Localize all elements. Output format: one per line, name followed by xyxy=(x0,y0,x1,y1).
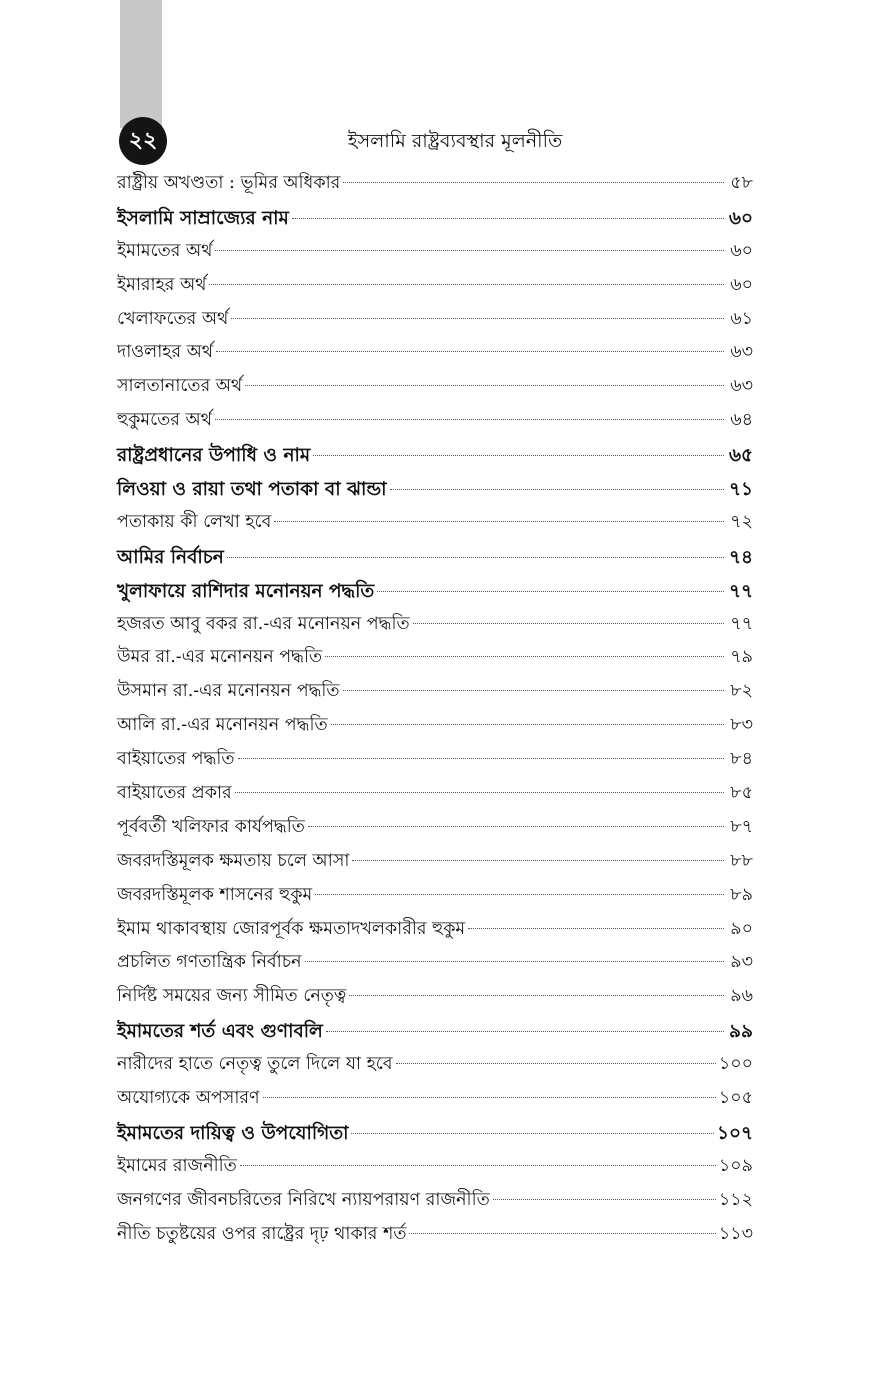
toc-entry-page: ৯৯ xyxy=(728,1021,753,1043)
toc-entry[interactable] xyxy=(117,814,753,848)
toc-entry-title: নারীদের হাতে নেতৃত্ব তুলে দিলে যা হবে xyxy=(117,1054,393,1075)
toc-entry-title: উসমান রা.-এর মনোনয়ন পদ্ধতি xyxy=(117,681,340,702)
toc-entry-title: ইমারাহর অর্থ xyxy=(117,274,207,295)
page-tab-decoration xyxy=(120,0,162,128)
toc-entry[interactable] xyxy=(117,204,753,238)
toc-entry-title: ইসলামি সাম্রাজ্যের নাম xyxy=(117,207,289,229)
toc-entry-page: ৬৩ xyxy=(730,342,753,363)
toc-entry[interactable] xyxy=(117,1187,753,1221)
toc-entry[interactable] xyxy=(117,1153,753,1187)
toc-entry-title: জবরদস্তিমূলক শাসনের হুকুম xyxy=(117,884,313,905)
dot-leader xyxy=(413,623,724,624)
toc-entry-title: আমির নির্বাচন xyxy=(117,546,224,568)
toc-entry-title: অযোগ্যকে অপসারণ xyxy=(117,1088,260,1109)
toc-entry[interactable] xyxy=(117,339,753,373)
toc-entry-title: নীতি চতুষ্টয়ের ওপর রাষ্ট্রের দৃঢ় থাকার শর্ত xyxy=(117,1223,407,1244)
toc-entry-title: ইমামের রাজনীতি xyxy=(117,1155,237,1176)
toc-entry-title: হজরত আবু বকর রা.-এর মনোনয়ন পদ্ধতি xyxy=(117,613,410,634)
toc-entry[interactable] xyxy=(117,577,753,611)
toc-entry-title: পতাকায় কী লেখা হবে xyxy=(117,511,272,532)
dot-leader xyxy=(468,928,724,929)
toc-entry-page: ৫৮ xyxy=(730,173,753,193)
toc-entry[interactable] xyxy=(117,238,753,272)
toc-entry-title: খেলাফতের অর্থ xyxy=(117,308,229,329)
toc-entry-page: ৯০ xyxy=(730,918,753,939)
toc-entry-title: ইমাম থাকাবস্থায় জোরপূর্বক ক্ষমতাদখলকারীর হুকুম xyxy=(117,918,466,939)
toc-entry-page: ৬১ xyxy=(730,308,753,329)
toc-entry-title: উমর রা.-এর মনোনয়ন পদ্ধতি xyxy=(117,647,323,668)
running-title: ইসলামি রাষ্ট্রব্যবস্থার মূলনীতি xyxy=(347,130,563,152)
toc-entry-page: ৭৯ xyxy=(730,647,753,668)
toc-entry-page: ৬৩ xyxy=(730,376,753,397)
toc-entry[interactable] xyxy=(117,1017,753,1051)
dot-leader xyxy=(235,792,724,793)
toc-entry-page: ৭৭ xyxy=(730,613,753,634)
dot-leader xyxy=(343,690,724,691)
toc-entry-page: ৮৩ xyxy=(730,715,753,736)
toc-entry-page: ৬৪ xyxy=(730,410,753,431)
toc-entry-page: ৭৭ xyxy=(728,580,753,602)
toc-entry-title: হুকুমতের অর্থ xyxy=(117,410,212,431)
toc-entry[interactable] xyxy=(117,1221,753,1255)
dot-leader xyxy=(308,826,724,827)
toc-entry-page: ৯৩ xyxy=(730,952,753,973)
dot-leader xyxy=(274,521,724,522)
toc-entry-page: ৬৫ xyxy=(728,445,753,467)
toc-entry[interactable] xyxy=(117,441,753,475)
toc-entry-page: ৭৪ xyxy=(728,546,753,568)
dot-leader xyxy=(238,758,724,759)
dot-leader xyxy=(216,351,724,352)
toc-entry[interactable] xyxy=(117,780,753,814)
toc-entry[interactable] xyxy=(117,1085,753,1119)
toc-entry-title: নির্দিষ্ট সময়ের জন্য সীমিত নেতৃত্ব xyxy=(117,986,347,1007)
dot-leader xyxy=(343,182,724,183)
toc-entry-page: ৬০ xyxy=(730,240,753,261)
dot-leader xyxy=(331,724,724,725)
toc-entry-title: লিওয়া ও রায়া তথা পতাকা বা ঝান্ডা xyxy=(117,479,387,501)
dot-leader xyxy=(227,557,724,558)
toc-entry[interactable] xyxy=(117,644,753,678)
toc-entry-page: ৭১ xyxy=(728,479,753,501)
dot-leader xyxy=(315,894,724,895)
toc-entry[interactable] xyxy=(117,848,753,882)
toc-entry[interactable] xyxy=(117,983,753,1017)
toc-entry[interactable] xyxy=(117,678,753,712)
toc-entry-title: দাওলাহর অর্থ xyxy=(117,342,214,363)
toc-entry-title: রাষ্ট্রীয় অখণ্ডতা : ভূমির অধিকার xyxy=(117,173,341,193)
toc-entry-page: ৭২ xyxy=(730,511,753,532)
toc-entry-title: আলি রা.-এর মনোনয়ন পদ্ধতি xyxy=(117,715,328,736)
dot-leader xyxy=(305,961,724,962)
toc-entry-page: ১০৭ xyxy=(716,1122,753,1144)
toc-entry-title: রাষ্ট্রপ্রধানের উপাধি ও নাম xyxy=(117,445,311,467)
toc-entry-page: ৮৮ xyxy=(730,850,753,871)
toc-entry[interactable] xyxy=(117,306,753,340)
dot-leader xyxy=(326,1031,724,1032)
dot-leader xyxy=(231,318,724,319)
toc-entry[interactable] xyxy=(117,1119,753,1153)
toc-entry-page: ৮৯ xyxy=(730,884,753,905)
toc-entry-page: ১১৩ xyxy=(718,1223,753,1244)
dot-leader xyxy=(352,860,724,861)
dot-leader xyxy=(215,419,724,420)
toc-entry-page: ৮৫ xyxy=(730,783,753,804)
toc-entry[interactable] xyxy=(117,272,753,306)
toc-entry[interactable] xyxy=(117,712,753,746)
toc-entry-page: ১০০ xyxy=(718,1054,753,1075)
toc-entry-title: ইমামতের শর্ত এবং গুণাবলি xyxy=(117,1021,323,1043)
toc-entry-title: ইমামতের অর্থ xyxy=(117,240,213,261)
dot-leader xyxy=(263,1097,716,1098)
toc-entry[interactable] xyxy=(117,1051,753,1085)
dot-leader xyxy=(390,489,724,490)
toc-entry[interactable] xyxy=(117,475,753,509)
toc-entry-page: ৮২ xyxy=(730,681,753,702)
table-of-contents xyxy=(117,170,753,1255)
toc-entry[interactable] xyxy=(117,949,753,983)
toc-entry-title: সালতানাতের অর্থ xyxy=(117,376,243,397)
toc-entry-title: জনগণের জীবনচরিতের নিরিখে ন্যায়পরায়ণ রাজনীতি xyxy=(117,1189,490,1210)
dot-leader xyxy=(240,1165,716,1166)
toc-entry-title: খুলাফায়ে রাশিদার মনোনয়ন পদ্ধতি xyxy=(117,580,375,602)
dot-leader xyxy=(313,455,724,456)
toc-entry[interactable] xyxy=(117,611,753,645)
toc-entry[interactable] xyxy=(117,170,753,204)
toc-entry[interactable] xyxy=(117,543,753,577)
dot-leader xyxy=(349,995,724,996)
dot-leader xyxy=(325,656,724,657)
toc-entry[interactable] xyxy=(117,746,753,780)
dot-leader xyxy=(245,385,724,386)
toc-entry-page: ৮৪ xyxy=(730,749,753,770)
toc-entry-page: ১১২ xyxy=(718,1189,753,1210)
toc-entry[interactable] xyxy=(117,373,753,407)
toc-entry-title: প্রচলিত গণতান্ত্রিক নির্বাচন xyxy=(117,952,302,973)
toc-entry-title: পূর্ববর্তী খলিফার কার্যপদ্ধতি xyxy=(117,816,305,837)
toc-entry-page: ৬০ xyxy=(728,207,753,229)
toc-entry[interactable] xyxy=(117,882,753,916)
toc-entry[interactable] xyxy=(117,407,753,441)
toc-entry-title: বাইয়াতের পদ্ধতি xyxy=(117,749,235,770)
toc-entry-title: জবরদস্তিমূলক ক্ষমতায় চলে আসা xyxy=(117,850,350,871)
dot-leader xyxy=(209,284,724,285)
dot-leader xyxy=(377,591,724,592)
dot-leader xyxy=(396,1063,716,1064)
dot-leader xyxy=(409,1233,715,1234)
toc-entry-page: ৯৬ xyxy=(730,986,753,1007)
dot-leader xyxy=(215,250,724,251)
toc-entry-title: বাইয়াতের প্রকার xyxy=(117,783,232,804)
toc-entry-page: ৬০ xyxy=(730,274,753,295)
toc-entry[interactable] xyxy=(117,916,753,950)
dot-leader xyxy=(292,218,724,219)
toc-entry[interactable] xyxy=(117,509,753,543)
toc-entry-page: ১০৫ xyxy=(718,1088,753,1109)
dot-leader xyxy=(493,1199,716,1200)
toc-entry-page: ১০৯ xyxy=(718,1155,753,1176)
toc-entry-page: ৮৭ xyxy=(730,816,753,837)
page-number-badge: ২২ xyxy=(119,117,167,165)
toc-entry-title: ইমামতের দায়িত্ব ও উপযোগিতা xyxy=(117,1122,349,1144)
dot-leader xyxy=(351,1133,713,1134)
